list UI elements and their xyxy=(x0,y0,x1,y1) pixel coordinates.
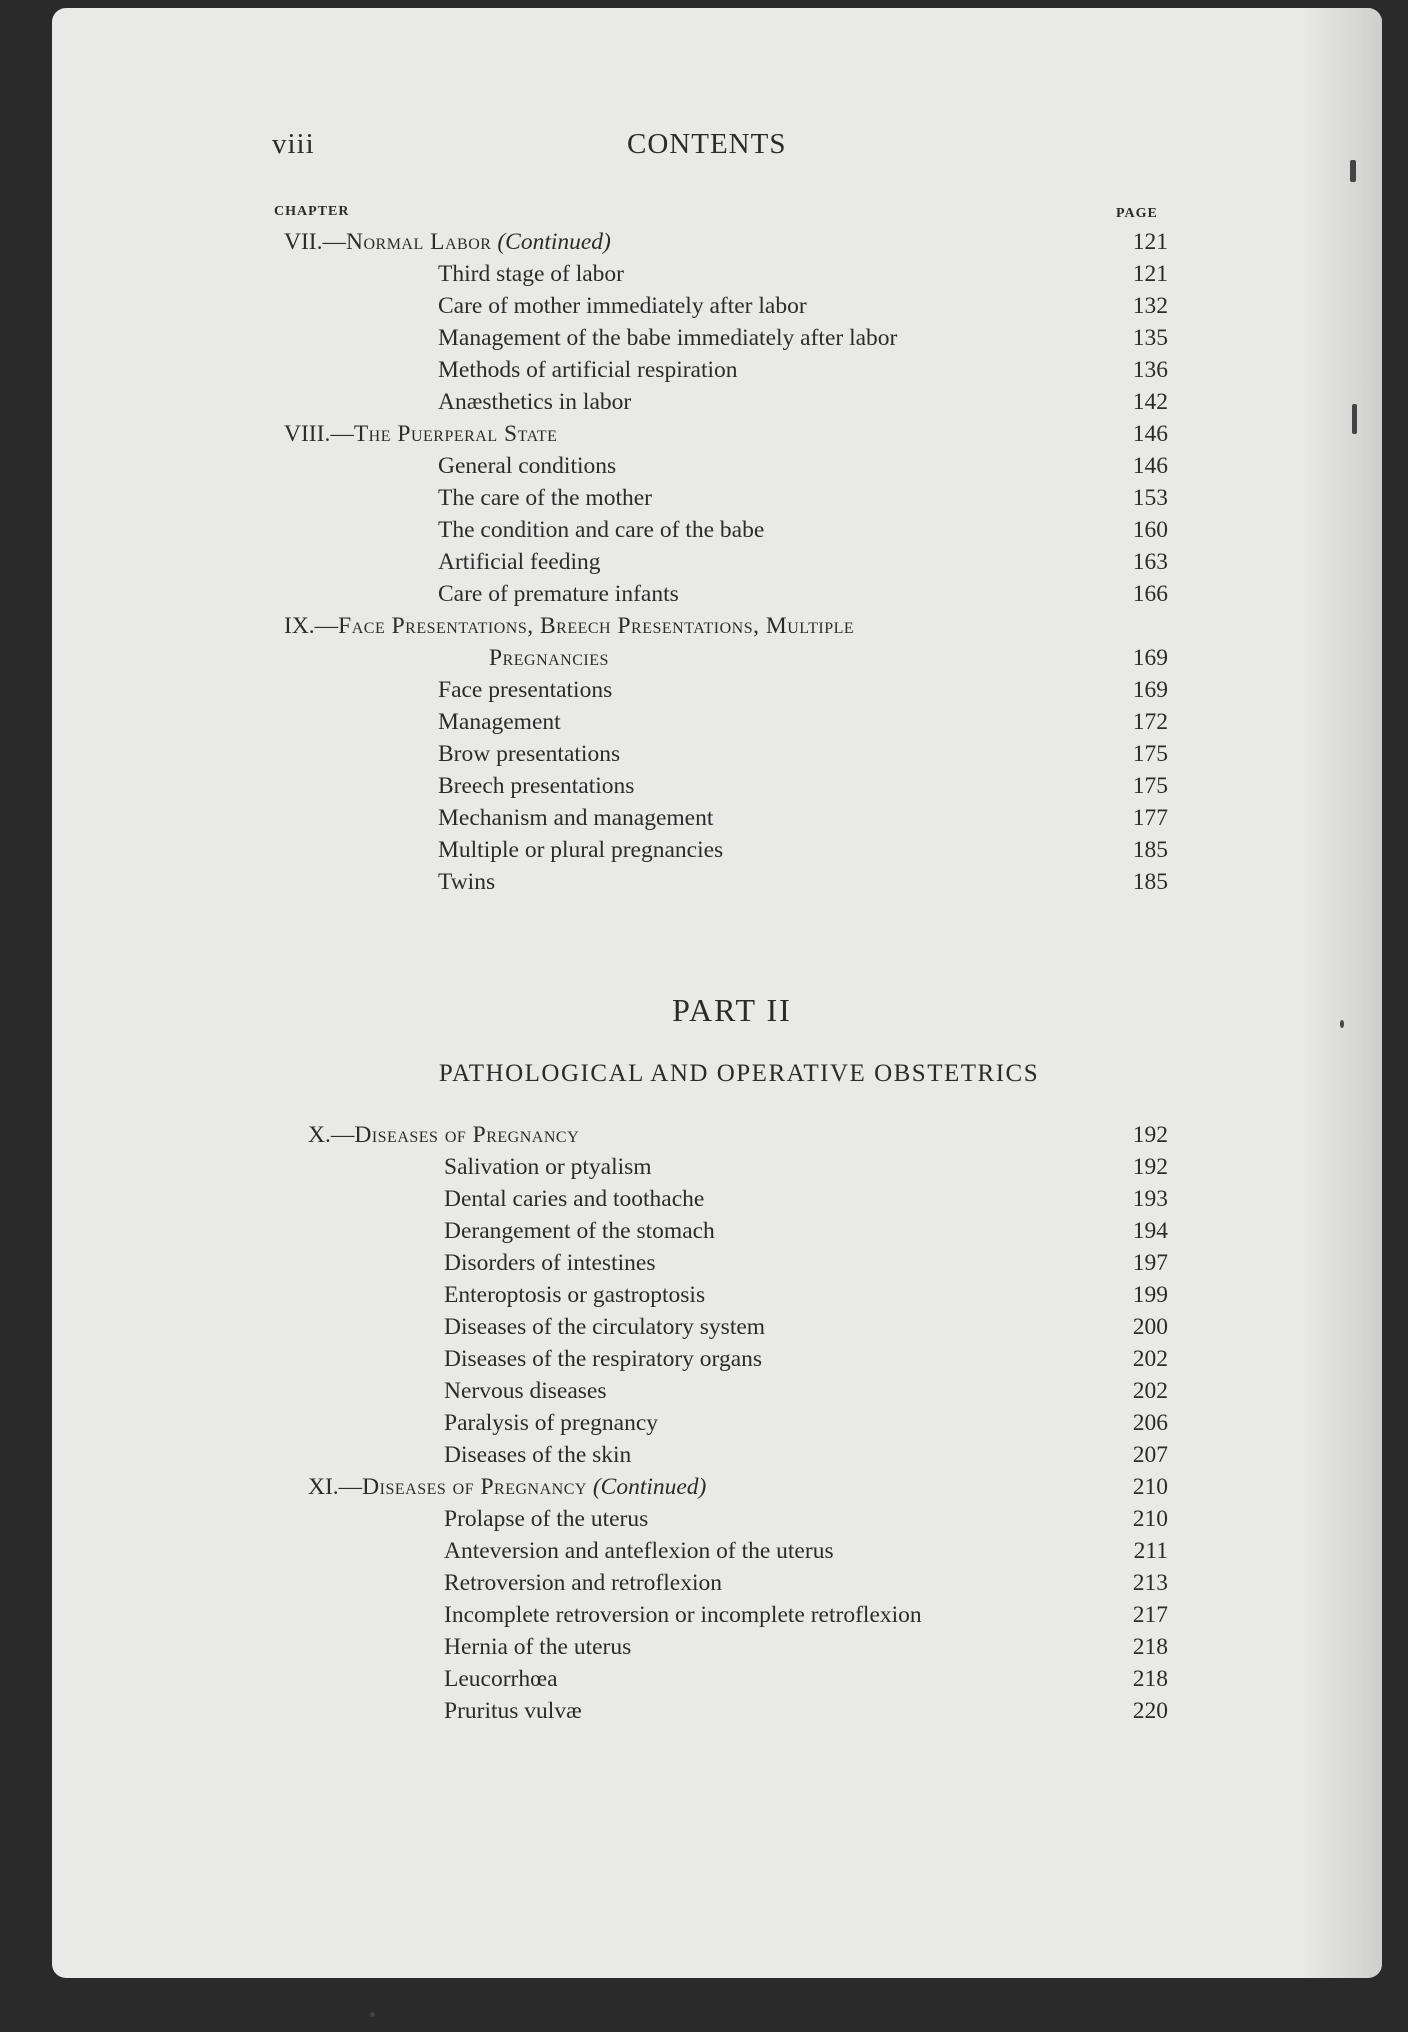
toc-section-entry xyxy=(308,1215,1168,1247)
scan-speck xyxy=(1352,404,1357,434)
toc-section-entry xyxy=(308,1535,1168,1567)
toc-chapter-entry xyxy=(308,1119,1168,1151)
running-head xyxy=(52,128,1382,168)
toc-entry-title xyxy=(444,1503,648,1535)
page-number: 146 xyxy=(1132,453,1168,479)
page-number: 121 xyxy=(1132,229,1168,255)
toc-chapter-entry xyxy=(284,610,1168,642)
toc-entry-title xyxy=(444,1695,582,1727)
page-number: 218 xyxy=(1132,1634,1168,1660)
section-title: Anteversion and anteflexion of the uterus xyxy=(444,1538,834,1564)
section-title: Management of the babe immediately after labor xyxy=(438,325,898,351)
toc-section-entry xyxy=(284,834,1168,866)
section-title: Artificial feeding xyxy=(438,549,601,575)
page-number: 206 xyxy=(1132,1410,1168,1436)
toc-entry-title xyxy=(438,674,612,706)
section-title: Multiple or plural pregnancies xyxy=(438,837,724,863)
toc-entry-title xyxy=(284,226,611,258)
column-header-page: PAGE xyxy=(1116,206,1158,221)
toc-entry-title xyxy=(438,290,807,322)
toc-entry-title xyxy=(438,770,634,802)
section-title: Paralysis of pregnancy xyxy=(444,1410,659,1436)
section-title: Nervous diseases xyxy=(444,1378,607,1404)
page-number: 163 xyxy=(1132,549,1168,575)
toc-section-entry xyxy=(284,770,1168,802)
chapter-suffix: (Continued) xyxy=(592,1474,707,1500)
toc-entry-title xyxy=(438,802,713,834)
toc-section-entry xyxy=(284,482,1168,514)
toc-section-entry xyxy=(284,578,1168,610)
page-number: 136 xyxy=(1132,357,1168,383)
page-number: 217 xyxy=(1132,1602,1168,1628)
toc-section-entry xyxy=(308,1503,1168,1535)
page-number: 213 xyxy=(1132,1570,1168,1596)
section-title: Diseases of the respiratory organs xyxy=(444,1346,763,1372)
section-title: Care of mother immediately after labor xyxy=(438,293,807,319)
toc-section-entry xyxy=(308,1247,1168,1279)
page-number: 220 xyxy=(1132,1698,1168,1724)
toc-entry-title xyxy=(444,1567,722,1599)
toc-section-entry xyxy=(284,354,1168,386)
section-title: Care of premature infants xyxy=(438,581,679,607)
page-title: CONTENTS xyxy=(627,128,787,160)
chapter-number: X.— xyxy=(308,1122,355,1148)
toc-section-entry xyxy=(284,322,1168,354)
toc-section-entry xyxy=(308,1663,1168,1695)
toc-section-entry xyxy=(284,866,1168,898)
chapter-title: The Puerperal State xyxy=(353,421,558,447)
toc-entry-title xyxy=(438,386,631,418)
toc-section-entry xyxy=(308,1567,1168,1599)
page-number: 192 xyxy=(1132,1122,1168,1148)
page-number: 193 xyxy=(1132,1186,1168,1212)
toc-section-entry xyxy=(284,546,1168,578)
toc-entry-title xyxy=(444,1215,715,1247)
page-number: 146 xyxy=(1132,421,1168,447)
chapter-number: VIII.— xyxy=(284,421,354,447)
section-title: Diseases of the circulatory system xyxy=(444,1314,766,1340)
toc-entry-title xyxy=(438,258,624,290)
toc-section-entry xyxy=(308,1279,1168,1311)
column-header-chapter: CHAPTER xyxy=(274,204,350,219)
page-number: 160 xyxy=(1132,517,1168,543)
toc-entry-title xyxy=(438,450,616,482)
section-title: Disorders of intestines xyxy=(444,1250,656,1276)
page-number: 199 xyxy=(1132,1282,1168,1308)
toc-section-entry xyxy=(284,514,1168,546)
chapter-title: Normal Labor xyxy=(346,229,492,255)
page-number: 210 xyxy=(1132,1506,1168,1532)
toc-section-entry xyxy=(284,450,1168,482)
page-number: 194 xyxy=(1132,1218,1168,1244)
page-number: 202 xyxy=(1132,1378,1168,1404)
page-number: 172 xyxy=(1132,709,1168,735)
section-title: Salivation or ptyalism xyxy=(444,1154,652,1180)
page-number: 202 xyxy=(1132,1346,1168,1372)
section-title: Management xyxy=(438,709,561,735)
page-number: 200 xyxy=(1132,1314,1168,1340)
toc-entry-title xyxy=(438,738,620,770)
section-title: Derangement of the stomach xyxy=(444,1218,715,1244)
toc-entry-title xyxy=(444,1247,655,1279)
toc-entry-title xyxy=(444,1311,765,1343)
toc-entry-title xyxy=(308,1471,706,1503)
page-number: 185 xyxy=(1132,837,1168,863)
section-title: Leucorrhœa xyxy=(444,1666,558,1692)
section-title: Anæsthetics in labor xyxy=(438,389,632,415)
page-number: 211 xyxy=(1133,1538,1168,1564)
toc-entry-title xyxy=(284,418,557,450)
toc-entry-title xyxy=(438,546,600,578)
toc-entry-title xyxy=(284,610,854,642)
section-title: Hernia of the uterus xyxy=(444,1634,632,1660)
toc-entry-title xyxy=(438,706,561,738)
toc-section-entry xyxy=(308,1695,1168,1727)
part-title: PART II xyxy=(672,992,792,1028)
page-number: 175 xyxy=(1132,741,1168,767)
scan-speck xyxy=(1350,160,1356,182)
page-number: 218 xyxy=(1132,1666,1168,1692)
section-title: The condition and care of the babe xyxy=(438,517,765,543)
toc-entry-title xyxy=(444,1151,652,1183)
toc-entry-title xyxy=(444,1663,558,1695)
page-number: 210 xyxy=(1132,1474,1168,1500)
page-number: 166 xyxy=(1132,581,1168,607)
section-title: Breech presentations xyxy=(438,773,635,799)
page-number: 185 xyxy=(1132,869,1168,895)
toc-section-entry xyxy=(284,386,1168,418)
page-number: 142 xyxy=(1132,389,1168,415)
page-number: 169 xyxy=(1132,645,1168,671)
toc-section-entry xyxy=(308,1631,1168,1663)
section-title: Mechanism and management xyxy=(438,805,714,831)
chapter-title: Diseases of Pregnancy xyxy=(362,1474,587,1500)
toc-section-entry xyxy=(308,1375,1168,1407)
section-title: Face presentations xyxy=(438,677,613,703)
toc-entry-title xyxy=(444,1183,704,1215)
page-folio: viii xyxy=(272,128,315,160)
section-title: Methods of artificial respiration xyxy=(438,357,738,383)
page-number: 177 xyxy=(1132,805,1168,831)
toc-chapter-entry xyxy=(308,1471,1168,1503)
section-title: Brow presentations xyxy=(438,741,621,767)
chapter-number: IX.— xyxy=(284,613,339,639)
toc-entry-title xyxy=(444,1375,607,1407)
toc-entry-title xyxy=(444,1535,834,1567)
page-number: 192 xyxy=(1132,1154,1168,1180)
toc-entry-title xyxy=(444,1279,705,1311)
toc-entry-title xyxy=(444,1407,658,1439)
section-title: Retroversion and retroflexion xyxy=(444,1570,722,1596)
toc-entry-title xyxy=(438,866,495,898)
toc-section-entry xyxy=(284,674,1168,706)
scan-speck xyxy=(370,2012,375,2017)
toc-entry-title xyxy=(438,578,679,610)
section-title: Diseases of the skin xyxy=(444,1442,632,1468)
toc-section-entry xyxy=(284,258,1168,290)
toc-entry-title xyxy=(308,1119,579,1151)
chapter-number: XI.— xyxy=(308,1474,363,1500)
chapter-title: Diseases of Pregnancy xyxy=(354,1122,580,1148)
chapter-title: Face Presentations, Breech Presentations, Multiple xyxy=(338,613,855,639)
toc-section-entry xyxy=(284,290,1168,322)
toc-section-entry xyxy=(308,1599,1168,1631)
section-title: General conditions xyxy=(438,453,617,479)
toc-entry-title xyxy=(438,514,764,546)
page-number: 135 xyxy=(1132,325,1168,351)
toc-entry-title xyxy=(438,834,723,866)
toc-section-entry xyxy=(284,802,1168,834)
section-title: Pruritus vulvæ xyxy=(444,1698,582,1724)
toc-entry-title xyxy=(444,1599,922,1631)
toc-section-entry xyxy=(284,738,1168,770)
section-title: Enteroptosis or gastroptosis xyxy=(444,1282,706,1308)
toc-section-entry xyxy=(308,1343,1168,1375)
page-number: 197 xyxy=(1132,1250,1168,1276)
section-title: The care of the mother xyxy=(438,485,653,511)
section-title: Dental caries and toothache xyxy=(444,1186,705,1212)
page-number: 121 xyxy=(1132,261,1168,287)
page-number: 207 xyxy=(1132,1442,1168,1468)
toc-entry-title xyxy=(444,1439,631,1471)
section-title: Incomplete retroversion or incomplete retroflexion xyxy=(444,1602,922,1628)
toc-section-entry xyxy=(308,1151,1168,1183)
toc-section-entry xyxy=(308,1183,1168,1215)
book-page xyxy=(52,8,1382,1978)
page-number: 175 xyxy=(1132,773,1168,799)
page-number: 132 xyxy=(1132,293,1168,319)
toc-section-entry xyxy=(284,706,1168,738)
chapter-suffix: (Continued) xyxy=(497,229,611,255)
toc-section-entry xyxy=(308,1311,1168,1343)
scan-speck xyxy=(1340,1020,1344,1028)
toc-chapter-entry-continuation xyxy=(284,642,1168,674)
toc-entry-title xyxy=(444,1631,631,1663)
page-number: 169 xyxy=(1132,677,1168,703)
toc-entry-title xyxy=(438,354,738,386)
toc-chapter-entry xyxy=(284,226,1168,258)
toc-section-entry xyxy=(308,1439,1168,1471)
toc-section-entry xyxy=(308,1407,1168,1439)
toc-entry-title xyxy=(438,322,897,354)
toc-entry-title xyxy=(444,1343,762,1375)
chapter-title-continued: Pregnancies xyxy=(489,645,609,671)
chapter-number: VII.— xyxy=(284,229,346,255)
part-subtitle: PATHOLOGICAL AND OPERATIVE OBSTETRICS xyxy=(438,1060,1040,1087)
page-number: 153 xyxy=(1132,485,1168,511)
section-title: Twins xyxy=(438,869,496,895)
toc-chapter-entry xyxy=(284,418,1168,450)
section-title: Prolapse of the uterus xyxy=(444,1506,649,1532)
toc-entry-title xyxy=(438,482,652,514)
section-title: Third stage of labor xyxy=(438,261,624,287)
